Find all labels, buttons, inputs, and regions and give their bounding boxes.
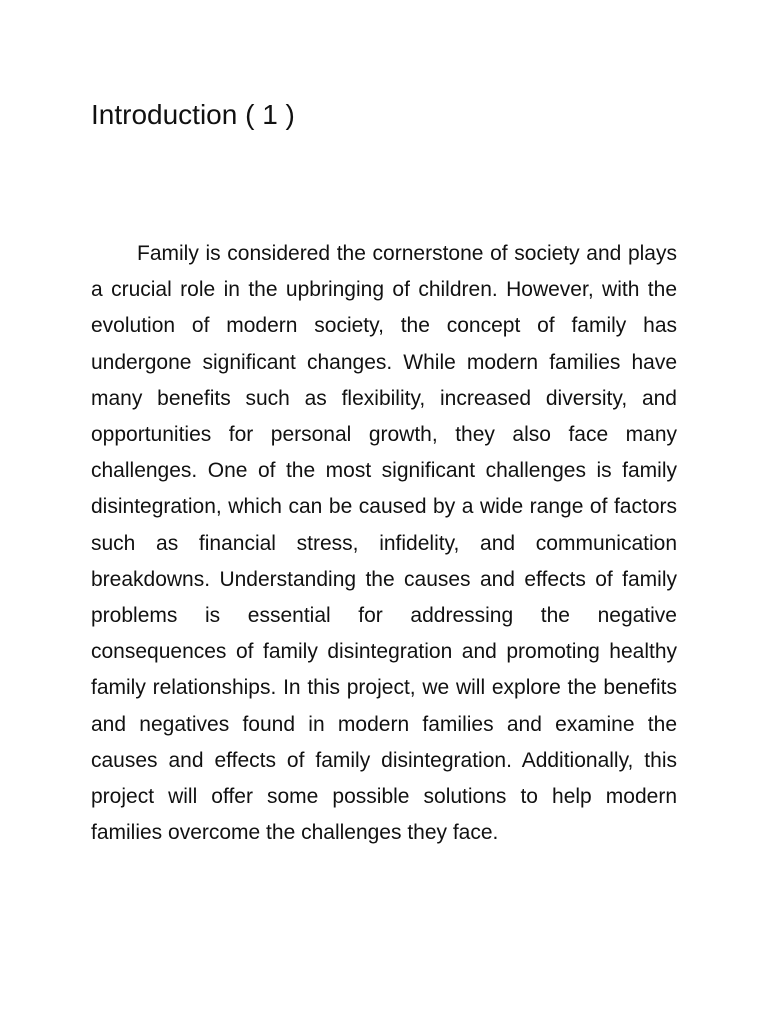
section-heading: Introduction ( 1 ): [91, 99, 295, 130]
body-paragraph: Family is considered the cornerstone of society and plays a crucial role in the upbringing of children. However, with the evolution of modern society, the concept of family has undergone significant changes. While modern families have many benefits such as flexibility, increased diversity, and opportunities for personal growth, they also face many challenges. One of the most significant challenges is family disintegration, which can be caused by a wide range of factors such as financial stress, infidelity, and communication breakdowns. Understanding the causes and effects of family problems is essential for addressing the negative consequences of family disintegration and promoting healthy family relationships. In this project, we will explore the benefits and negatives found in modern families and examine the causes and effects of family disintegration. Additionally, this project will offer some possible solutions to help modern families overcome the challenges they face.: [91, 242, 677, 845]
